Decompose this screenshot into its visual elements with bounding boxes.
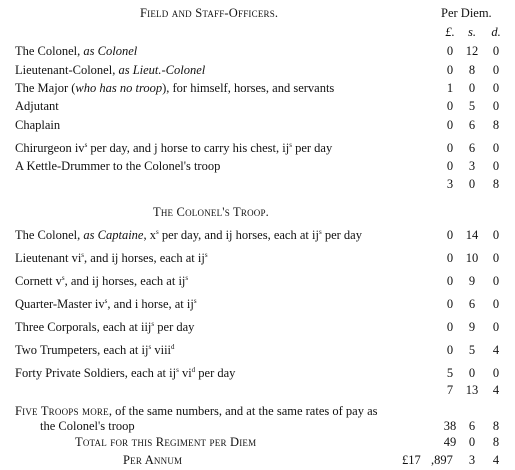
row-label: Quarter-Master $iv^s$, and i horse, at $ij^s$ [15, 297, 197, 311]
total-pounds: 7 [446, 383, 454, 397]
row-shillings: 0 [468, 366, 476, 380]
row-shillings: 0 [468, 81, 476, 95]
row-shillings: 6 [468, 118, 476, 132]
row-label: Chaplain [15, 118, 61, 132]
row-pence: 4 [492, 343, 500, 357]
row-label: The Major (who has no troop), for himself, horses, and servants [15, 81, 335, 95]
row-label: Chirurgeon $iv^s$ per day, and j horse to carry his chest, $ij^s$ per day [15, 141, 333, 155]
total-pence: 4 [492, 383, 500, 397]
row-pounds: 0 [446, 159, 454, 173]
row-pounds: 0 [446, 99, 454, 113]
unit-pounds: £. [445, 25, 455, 39]
row-pounds: 0 [446, 228, 454, 242]
row-shillings: 5 [468, 99, 476, 113]
section-title-field-staff: Field and Staff-Officers. [140, 6, 279, 20]
row-shillings: 14 [465, 228, 479, 242]
row-pounds: 0 [446, 118, 454, 132]
row-label: Forty Private Soldiers, each at $ij^s$ $vi^d$ per day [15, 366, 236, 380]
per-annum-label: Per Annum [123, 453, 183, 467]
five-troops-shillings: 6 [468, 419, 476, 433]
row-shillings: 10 [465, 251, 479, 265]
per-annum-pound-sign: £17 [402, 453, 421, 467]
row-pounds: 0 [446, 141, 454, 155]
row-pence: 8 [492, 118, 500, 132]
row-pence: 0 [492, 228, 500, 242]
row-pence: 0 [492, 366, 500, 380]
row-pence: 0 [492, 159, 500, 173]
row-pounds: 0 [446, 274, 454, 288]
regiment-pence: 8 [492, 435, 500, 449]
unit-shillings: s. [468, 25, 476, 39]
regiment-shillings: 0 [468, 435, 476, 449]
row-pounds: 5 [446, 366, 454, 380]
per-diem-label: Per Diem. [441, 6, 492, 20]
per-annum-pence: 4 [492, 453, 500, 467]
row-pence: 0 [492, 81, 500, 95]
five-troops-pence: 8 [492, 419, 500, 433]
row-shillings: 8 [468, 63, 476, 77]
section-title-colonels-troop: The Colonel's Troop. [153, 205, 270, 219]
row-pence: 0 [492, 44, 500, 58]
row-label: The Colonel, as Colonel [15, 44, 138, 58]
per-annum-pounds: ,897 [431, 453, 453, 467]
total-pence: 8 [492, 177, 500, 191]
row-pence: 0 [492, 297, 500, 311]
five-troops-pounds: 38 [443, 419, 457, 433]
row-label: Lieutenant-Colonel, as Lieut.-Colonel [15, 63, 206, 77]
unit-pence: d. [491, 25, 501, 39]
row-label: The Colonel, as Captaine, $x^s$ per day, and ij horses, each at $ij^s$ per day [15, 228, 362, 242]
row-label: Three Corporals, each at iij$^s$ per day [15, 320, 195, 334]
row-pence: 0 [492, 274, 500, 288]
row-shillings: 9 [468, 274, 476, 288]
row-label: A Kettle-Drummer to the Colonel's troop [15, 159, 221, 173]
five-troops-label-line2: the Colonel's troop [40, 419, 135, 433]
row-shillings: 9 [468, 320, 476, 334]
row-pounds: 0 [446, 251, 454, 265]
row-pounds: 0 [446, 343, 454, 357]
row-pence: 0 [492, 141, 500, 155]
five-troops-label: Five Troops more, of the same numbers, and at the same rates of pay as [15, 404, 378, 418]
row-pence: 0 [492, 63, 500, 77]
per-annum-shillings: 3 [468, 453, 476, 467]
row-label: Lieutenant $vi^s$, and ij horses, each at $ij^s$ [15, 251, 208, 265]
row-shillings: 6 [468, 297, 476, 311]
row-pounds: 1 [446, 81, 454, 95]
row-shillings: 3 [468, 159, 476, 173]
row-pence: 0 [492, 251, 500, 265]
row-pence: 0 [492, 320, 500, 334]
row-pounds: 0 [446, 44, 454, 58]
regiment-total-label: Total for this Regiment per Diem [75, 435, 257, 449]
row-pounds: 0 [446, 320, 454, 334]
row-shillings: 12 [465, 44, 479, 58]
total-shillings: 13 [465, 383, 479, 397]
total-shillings: 0 [468, 177, 476, 191]
row-label: Adjutant [15, 99, 59, 113]
row-shillings: 6 [468, 141, 476, 155]
row-pence: 0 [492, 99, 500, 113]
row-label: Two Trumpeters, each at $ij^s$ viii$^d$ [15, 343, 175, 357]
row-pounds: 0 [446, 297, 454, 311]
row-pounds: 0 [446, 63, 454, 77]
row-label: Cornett $v^s$, and ij horses, each at $ij^s$ [15, 274, 189, 288]
row-shillings: 5 [468, 343, 476, 357]
regiment-pounds: 49 [443, 435, 457, 449]
total-pounds: 3 [446, 177, 454, 191]
